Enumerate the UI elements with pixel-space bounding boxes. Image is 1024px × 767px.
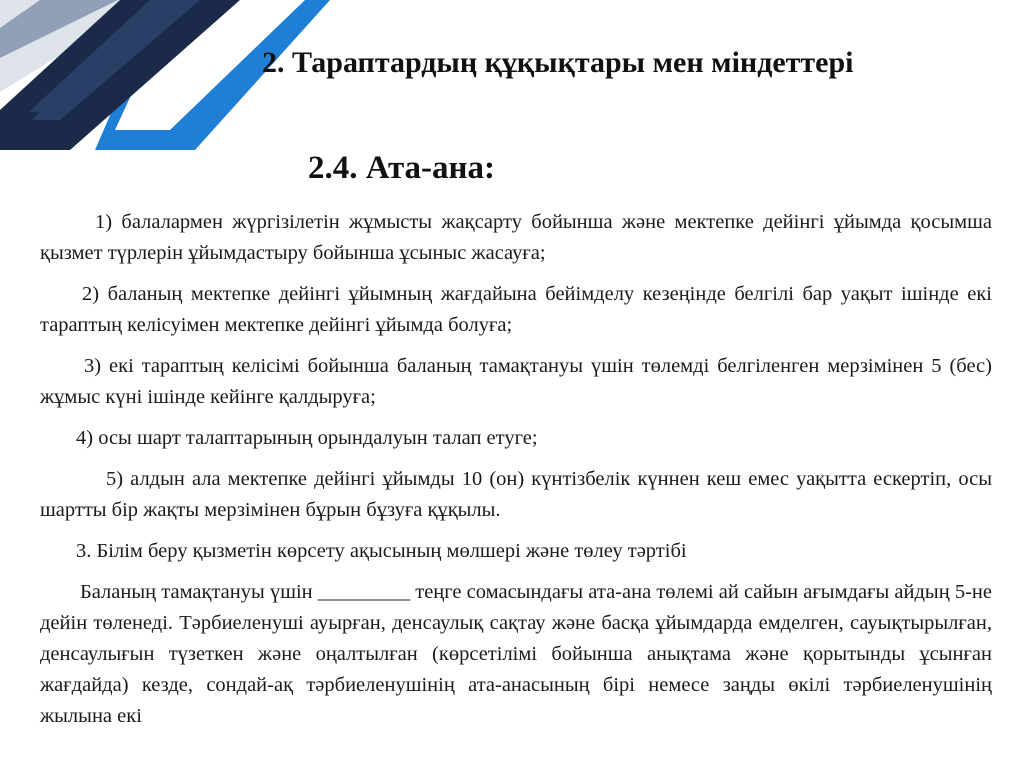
body-text (40, 207, 992, 732)
slide-title: 2. Тараптардың құқықтары мен міндеттері (262, 46, 854, 79)
section-3-heading: 3. Білім беру қызметін көрсету ақысының мөлшері және төлеу тәртібі (76, 540, 687, 562)
paragraph-5: 5) алдын ала мектепке дейінгі ұйымды 10 (он) күнтізбелік күннен кеш емес уақытта ескертіп, осы шартты бір жақты мерзімінен бұрын бұзуға құқылы. (40, 468, 992, 521)
paragraph-6: Баланың тамақтануы үшін _________ теңге сомасындағы ата-ана төлемі ай сайын ағымдағы айдың 5-не дейін төленеді. Тәрбиеленуші ауырған, денсаулық сақтау және басқа ұйымдарда емделген, сауықтырылған, денсаулығын түзеткен және оңалтылған (көрсетілімі бойынша анықтама және қорытынды ұсынған жағдайда) кезде, сондай-ақ тәрбиеленушінің ата-анасының бірі немесе заңды өкілі тәрбиеленушінің жылына екі (40, 581, 992, 727)
paragraph-3: 3) екі тараптың келісімі бойынша баланың тамақтануы үшін төлемді белгіленген мерзімінен 5 (бес) жұмыс күні ішінде кейінге қалдыруға; (40, 355, 992, 408)
paragraph-4: 4) осы шарт талаптарының орындалуын талап етуге; (76, 427, 538, 449)
paragraph-1: 1) балалармен жүргізілетін жұмысты жақсарту бойынша және мектепке дейінгі ұйымда қосымша қызмет түрлерін ұйымдастыру бойынша ұсыныс жасауға; (40, 211, 992, 264)
paragraph-2: 2) баланың мектепке дейінгі ұйымның жағдайына бейімделу кезеңінде белгілі бар уақыт ішінде екі тараптың келісуімен мектепке дейінгі ұйымда болуға; (40, 283, 992, 336)
section-heading: 2.4. Ата-ана: (308, 150, 496, 186)
